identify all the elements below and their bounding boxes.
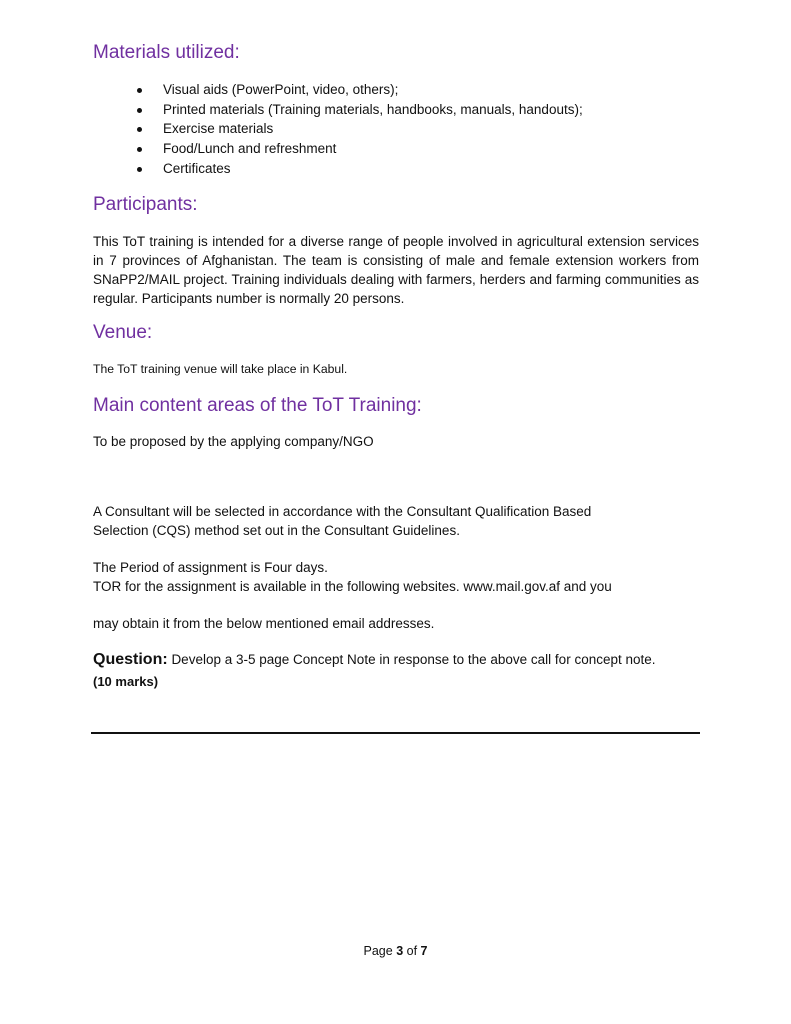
obtain-paragraph: may obtain it from the below mentioned email addresses. [93, 615, 435, 631]
list-item [137, 100, 699, 120]
materials-heading: Materials utilized: [93, 42, 240, 63]
footer-current-page: 3 [396, 944, 404, 958]
footer-total-pages: 7 [420, 944, 428, 958]
bullet-icon [137, 147, 142, 152]
question-label: Question: [93, 650, 168, 668]
venue-heading: Venue: [93, 321, 153, 343]
footer-of-word: of [406, 944, 418, 958]
participants-heading: Participants: [93, 193, 198, 215]
main-content-heading: Main content areas of the ToT Training: [93, 394, 422, 416]
consultant-line-2: Selection (CQS) method set out in the Consultant Guidelines. [93, 522, 460, 538]
footer-page-word: Page [363, 944, 393, 958]
venue-paragraph: The ToT training venue will take place in Kabul. [93, 361, 348, 376]
list-item-text: Certificates [163, 160, 231, 176]
list-item [137, 159, 699, 179]
question-marks: (10 marks) [93, 673, 159, 689]
consultant-paragraph [93, 502, 699, 540]
list-item-text: Food/Lunch and refreshment [163, 141, 337, 157]
question-block [93, 649, 699, 693]
main-content-paragraph: To be proposed by the applying company/NGO [93, 433, 374, 449]
period-paragraph [93, 558, 699, 596]
materials-list [93, 80, 699, 179]
page-content [93, 40, 699, 693]
list-item-text: Printed materials (Training materials, handbooks, manuals, handouts); [163, 101, 583, 117]
bullet-icon [137, 167, 142, 172]
bullet-icon [137, 108, 142, 113]
page-footer [0, 943, 791, 959]
list-item [137, 119, 699, 139]
list-item [137, 139, 699, 159]
period-line: The Period of assignment is Four days. [93, 559, 328, 575]
bullet-icon [137, 88, 142, 93]
question-text: Develop a 3-5 page Concept Note in response to the above call for concept note. [171, 651, 656, 667]
list-item [137, 80, 699, 100]
bullet-icon [137, 127, 142, 132]
consultant-line-1: A Consultant will be selected in accordance with the Consultant Qualification Based [93, 503, 592, 519]
tor-line: TOR for the assignment is available in the following websites. www.mail.gov.af and you [93, 578, 612, 594]
list-item-text: Visual aids (PowerPoint, video, others); [163, 82, 399, 97]
horizontal-rule [91, 732, 700, 734]
list-item-text: Exercise materials [163, 121, 274, 137]
participants-paragraph: This ToT training is intended for a diverse range of people involved in agricultural extension services in 7 provinces of Afghanistan. The team is consisting of male and female extension workers from SNaPP2/MAIL project. Training individuals dealing with farmers, herders and farming communities as regular. Participants number is normally 20 persons. [93, 233, 699, 306]
